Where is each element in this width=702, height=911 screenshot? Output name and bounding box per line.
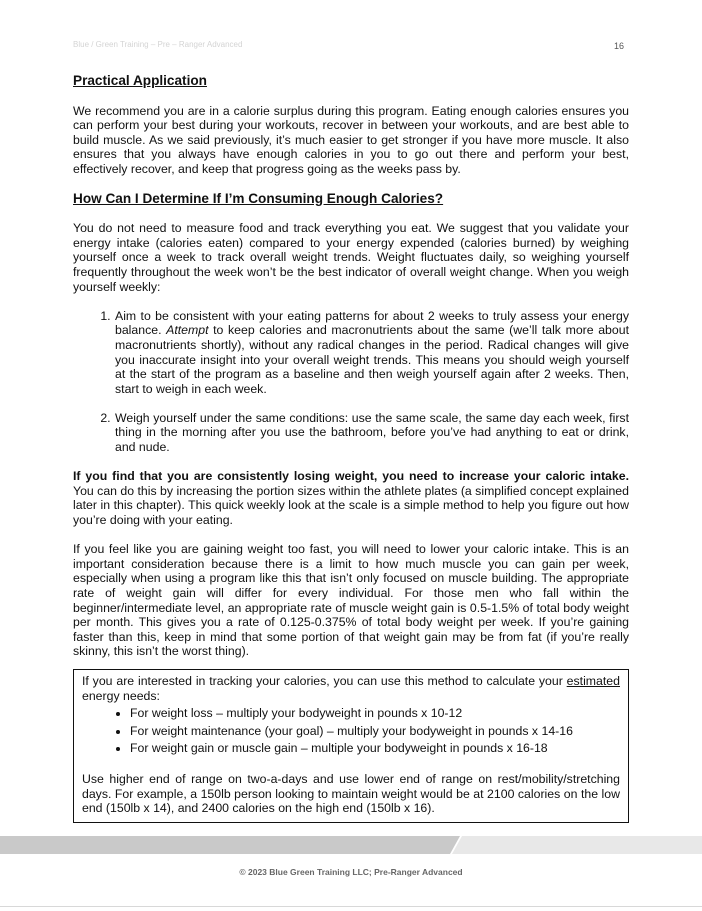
- bullet-weight-maintenance: • For weight maintenance (your goal) – multiply your bodyweight in pounds x 14-16: [130, 723, 620, 741]
- calorie-multiplier-list: [82, 705, 620, 758]
- estimated-underlined: estimated: [566, 673, 620, 688]
- page-number: 16: [614, 41, 625, 51]
- page-body: [73, 72, 629, 823]
- footer-band: [0, 836, 702, 854]
- callout-intro: If you are interested in tracking your calories, you can use this method to calculate your estimated energy needs:: [82, 673, 620, 703]
- calorie-calculation-callout: [73, 669, 629, 823]
- section-heading-enough-calories: How Can I Determine If I’m Consuming Enough Calories?: [73, 190, 444, 206]
- list-item-consistency: 1. Aim to be consistent with your eating patterns for about 2 weeks to truly assess your energy balance. Attempt to keep calories and macronutrients about the same (we’ll talk more about macronutrients shortly), without any radical changes in the period. Radical changes will give you inaccurate insight into your overall weight trends. This means you should weigh yourself at the start of the program as a baseline and then weigh yourself again after 2 weeks. Then, start to weigh in each week.: [114, 309, 629, 397]
- callout-range-note: Use higher end of range on two-a-days and use lower end of range on rest/mobility/stretching days. For example, a 150lb person looking to maintain weight would be at 2100 calories on the low end (150lb x 14), and 2400 calories on the high end (150lb x 16).: [82, 772, 620, 816]
- paragraph-weigh-weekly-intro: You do not need to measure food and track everything you eat. We suggest that you validate your energy intake (calories eaten) compared to your energy expended (calories burned) by weighing yourself once a week to track overall weight trends. Weight fluctuates daily, so weighing yourself frequently throughout the week won’t be the best indicator of overall weight change. When you weigh yourself weekly:: [73, 221, 629, 294]
- section-heading-practical-application: Practical Application: [73, 73, 207, 88]
- bullet-weight-gain: • For weight gain or muscle gain – multiple your bodyweight in pounds x 16-18: [130, 740, 620, 758]
- paragraph-calorie-surplus: We recommend you are in a calorie surplus during this program. Eating enough calories ensures you can perform your best during your workouts, recover in between your workouts, and are best able to build muscle. As we said previously, it’s much easier to get stronger if you have more muscle. It also ensures that you always have enough calories in you to go out there and perform your best, effectively recover, and keep that progress going as the weeks pass by.: [73, 103, 629, 176]
- footer-band-light: [452, 836, 702, 854]
- list-item-same-conditions: 2. Weigh yourself under the same conditions: use the same scale, the same day each week, first thing in the morning after you use the bathroom, before you’ve had anything to eat or drink, and nude.: [114, 411, 629, 455]
- paragraph-gaining-weight: If you feel like you are gaining weight too fast, you will need to lower your caloric intake. This is an important consideration because there is a limit to how much muscle you can gain per week, especially when using a program like this that isn’t only focused on muscle building. The appropriate rate of weight gain will differ for every individual. For those men who fall within the beginner/intermediate level, an appropriate rate of muscle weight gain is 0.5-1.5% of total body weight per month. This gives you a rate of 0.125-0.375% of total body weight per week. If you’re gaining faster than this, keep in mind that some portion of that weight gain may be from fat (if you’re really skinny, this isn’t the worst thing).: [73, 542, 629, 659]
- paragraph-losing-weight: If you find that you are consistently losing weight, you need to increase your caloric intake. You can do this by increasing the portion sizes within the athlete plates (a simplified concept explained later in this chapter). This quick weekly look at the scale is a simple method to help you figure out how you’re doing with your eating.: [73, 469, 629, 528]
- page-bottom-divider: [0, 906, 702, 907]
- footer-band-dark: [0, 836, 460, 854]
- weigh-in-steps-list: [73, 309, 629, 455]
- losing-weight-emphasis: If you find that you are consistently losing weight, you need to increase your caloric intake.: [73, 469, 629, 484]
- running-header: Blue / Green Training – Pre – Ranger Advanced: [73, 40, 243, 49]
- emphasis-attempt: Attempt: [166, 323, 209, 338]
- footer-copyright: © 2023 Blue Green Training LLC; Pre-Ranger Advanced: [239, 867, 463, 877]
- bullet-weight-loss: • For weight loss – multiply your bodyweight in pounds x 10-12: [130, 705, 620, 723]
